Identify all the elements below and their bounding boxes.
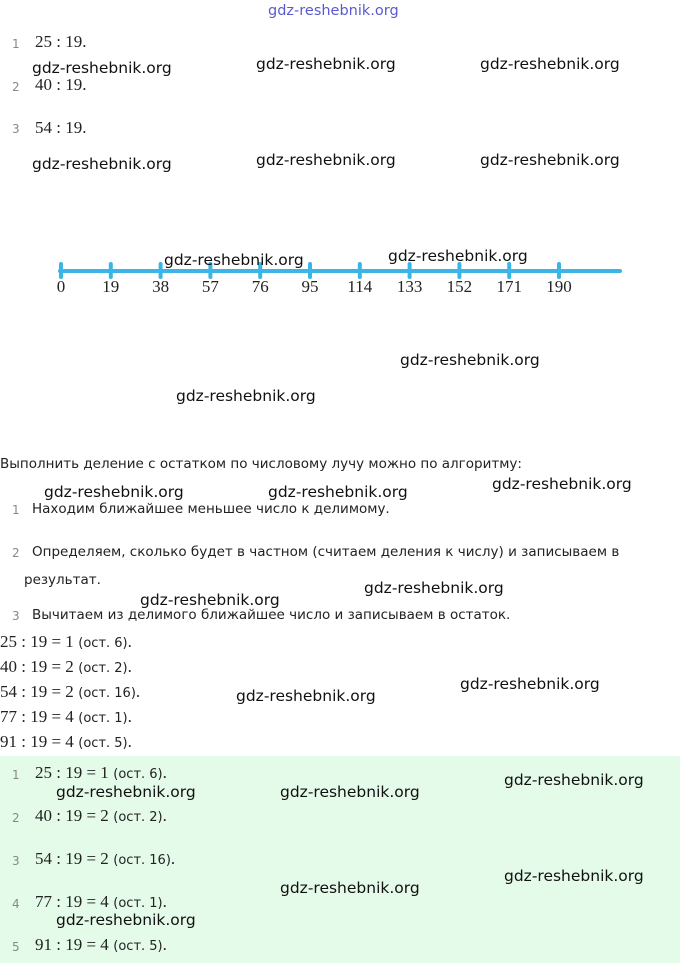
answer-expression: 54 : 19 = 2 (35, 849, 109, 868)
answer-expression: 77 : 19 = 4 (35, 892, 109, 911)
answer-row (35, 849, 175, 869)
answer-remainder: (ост. 6) (113, 767, 163, 782)
question-number: 3 (12, 122, 20, 136)
answer-expression: 40 : 19 = 2 (35, 806, 109, 825)
question-expression: 25 : 19. (35, 32, 87, 51)
watermark-text: gdz-reshebnik.org (140, 591, 280, 609)
result-expression: 25 : 19 = 1 (0, 632, 74, 651)
header-watermark: gdz-reshebnik.org (268, 3, 399, 19)
step-text-continued: результат. (24, 572, 101, 588)
watermark-text: gdz-reshebnik.org (504, 771, 644, 789)
watermark-text: gdz-reshebnik.org (256, 151, 396, 169)
watermark-text: gdz-reshebnik.org (388, 247, 528, 265)
watermark-text: gdz-reshebnik.org (164, 251, 304, 269)
result-end: . (135, 682, 141, 701)
number-line-tick-label: 19 (102, 277, 120, 296)
step-number: 2 (12, 546, 20, 560)
watermark-text: gdz-reshebnik.org (460, 675, 600, 693)
result-remainder: (ост. 6) (78, 636, 128, 651)
result-row (0, 682, 140, 702)
result-row (0, 657, 132, 677)
question-expression: 54 : 19. (35, 118, 87, 137)
answer-remainder: (ост. 16) (113, 853, 171, 868)
result-row (0, 732, 132, 752)
watermark-text: gdz-reshebnik.org (504, 867, 644, 885)
watermark-text: gdz-reshebnik.org (236, 687, 376, 705)
answer-expression: 91 : 19 = 4 (35, 935, 109, 954)
answer-row (35, 935, 167, 955)
answer-end: . (162, 763, 167, 782)
watermark-text: gdz-reshebnik.org (280, 783, 420, 801)
result-end: . (127, 632, 132, 651)
answer-end: . (170, 849, 176, 868)
watermark-text: gdz-reshebnik.org (400, 351, 540, 369)
result-row (0, 707, 132, 727)
answer-row (35, 892, 167, 912)
number-line-tick-label: 114 (347, 277, 373, 296)
watermark-text: gdz-reshebnik.org (480, 55, 620, 73)
result-end: . (127, 732, 132, 751)
watermark-text: gdz-reshebnik.org (56, 783, 196, 801)
number-line-tick-label: 76 (251, 277, 269, 296)
number-line-tick-label: 57 (201, 277, 219, 296)
number-line-tick-label: 171 (496, 277, 522, 296)
step-text: Вычитаем из делимого ближайшее число и записываем в остаток. (32, 607, 511, 623)
result-end: . (127, 707, 132, 726)
answer-end: . (162, 806, 167, 825)
watermark-text: gdz-reshebnik.org (32, 155, 172, 173)
result-row (0, 632, 132, 652)
answer-number: 1 (12, 768, 20, 782)
step-text: Определяем, сколько будет в частном (считаем деления к числу) и записываем в (32, 544, 620, 560)
number-line-tick-label: 95 (301, 277, 319, 296)
result-expression: 91 : 19 = 4 (0, 732, 74, 751)
result-expression: 40 : 19 = 2 (0, 657, 74, 676)
number-line-tick-label: 133 (396, 277, 423, 296)
step-number: 1 (12, 503, 20, 517)
watermark-text: gdz-reshebnik.org (44, 483, 184, 501)
answer-remainder: (ост. 1) (113, 896, 163, 911)
answer-number: 4 (12, 897, 20, 911)
answer-remainder: (ост. 5) (113, 939, 163, 954)
watermark-text: gdz-reshebnik.org (280, 879, 420, 897)
watermark-text: gdz-reshebnik.org (256, 55, 396, 73)
answer-row (35, 806, 167, 826)
answer-number: 2 (12, 811, 20, 825)
question-number: 2 (12, 80, 20, 94)
watermark-text: gdz-reshebnik.org (480, 151, 620, 169)
answer-expression: 25 : 19 = 1 (35, 763, 109, 782)
watermark-text: gdz-reshebnik.org (268, 483, 408, 501)
step-text: Находим ближайшее меньшее число к делимому. (32, 501, 390, 517)
number-line-tick-label: 0 (56, 277, 66, 296)
question-number: 1 (12, 37, 20, 51)
watermark-text: gdz-reshebnik.org (32, 59, 172, 77)
result-remainder: (ост. 2) (78, 661, 128, 676)
answer-row (35, 763, 167, 783)
watermark-text: gdz-reshebnik.org (56, 911, 196, 929)
answer-number: 5 (12, 940, 20, 954)
number-line-tick-label: 152 (446, 277, 473, 296)
result-expression: 54 : 19 = 2 (0, 682, 74, 701)
number-line-tick-label: 190 (546, 277, 572, 296)
result-remainder: (ост. 5) (78, 736, 128, 751)
step-number: 3 (12, 609, 20, 623)
watermark-text: gdz-reshebnik.org (176, 387, 316, 405)
result-remainder: (ост. 16) (78, 686, 136, 701)
answer-end: . (162, 935, 167, 954)
watermark-text: gdz-reshebnik.org (364, 579, 504, 597)
result-remainder: (ост. 1) (78, 711, 128, 726)
answer-remainder: (ост. 2) (113, 810, 163, 825)
result-end: . (127, 657, 132, 676)
result-expression: 77 : 19 = 4 (0, 707, 74, 726)
question-expression: 40 : 19. (35, 75, 87, 94)
algorithm-intro: Выполнить деление с остатком по числовому лучу можно по алгоритму: (0, 456, 522, 472)
number-line-tick-label: 38 (152, 277, 170, 296)
answer-number: 3 (12, 854, 20, 868)
watermark-text: gdz-reshebnik.org (492, 475, 632, 493)
answer-end: . (162, 892, 167, 911)
